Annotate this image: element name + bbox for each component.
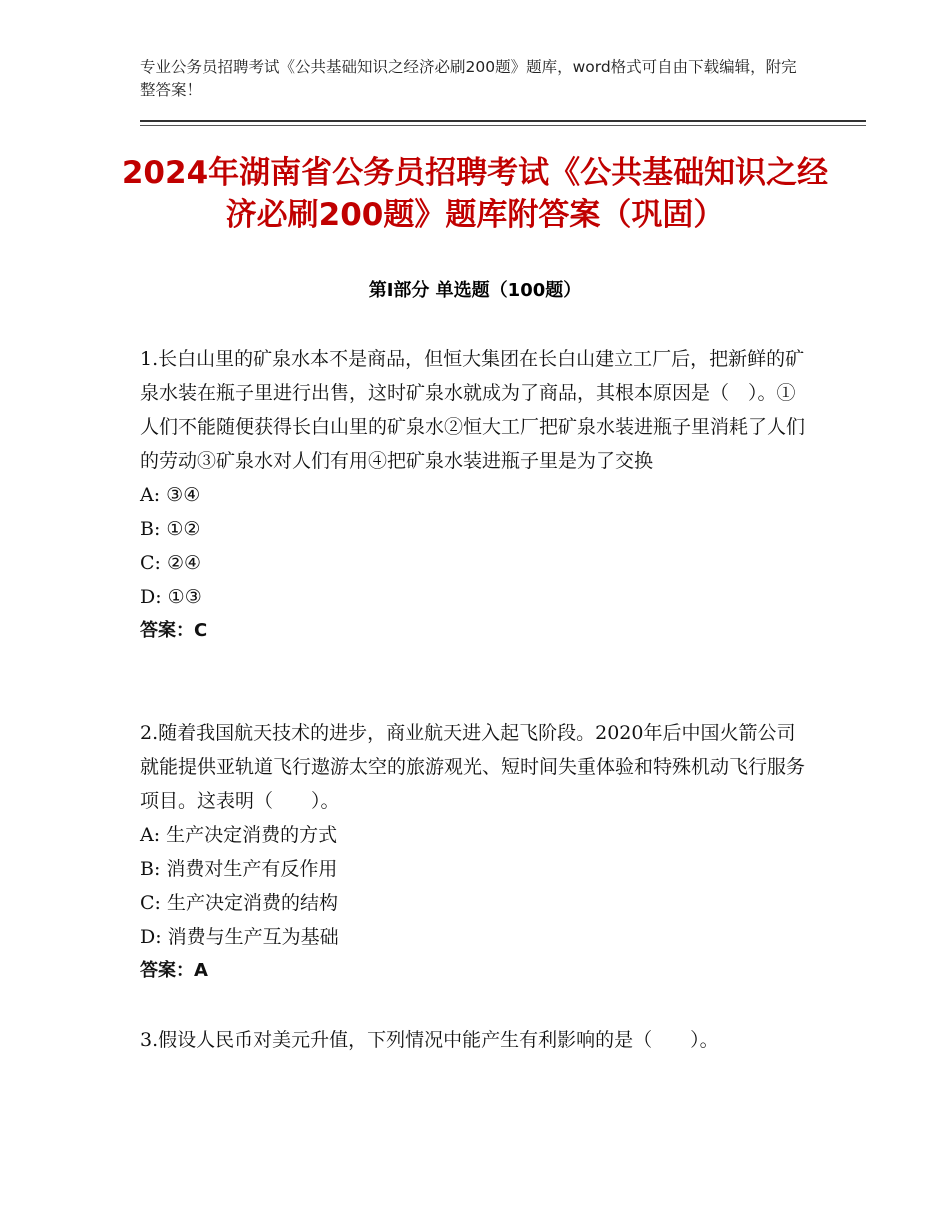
option-a: A: 生产决定消费的方式 [140, 824, 338, 846]
option-c: C: 生产决定消费的结构 [140, 892, 338, 914]
option-c: C: ②④ [140, 552, 202, 574]
question-3 [140, 1023, 810, 1057]
question-stem: 3.假设人民币对美元升值，下列情况中能产生有利影响的是（ ）。 [140, 1029, 719, 1051]
section-heading: 第I部分 单选题（100题） [368, 280, 582, 301]
option-b: B: ①② [140, 518, 201, 540]
option-b: B: 消费对生产有反作用 [140, 858, 338, 880]
question-stem: 1.长白山里的矿泉水本不是商品，但恒大集团在长白山建立工厂后，把新鲜的矿泉水装在瓶子里进行出售，这时矿泉水就成为了商品，其根本原因是（ ）。①人们不能随便获得长白山里的矿泉水②恒大工厂把矿泉水装进瓶子里消耗了人们的劳动③矿泉水对人们有用④把矿泉水装进瓶子里是为了交换 [140, 348, 806, 472]
option-d: D: ①③ [140, 586, 202, 608]
question-1 [140, 342, 810, 648]
header-note: 专业公务员招聘考试《公共基础知识之经济必刷200题》题库，word格式可自由下载编辑，附完整答案！ [140, 58, 797, 99]
option-a: A: ③④ [140, 484, 201, 506]
question-2 [140, 716, 810, 988]
header-rule-thick [140, 120, 866, 122]
answer: 答案：C [140, 620, 208, 641]
answer: 答案：A [140, 960, 208, 981]
question-stem: 2.随着我国航天技术的进步，商业航天进入起飞阶段。2020年后中国火箭公司就能提供亚轨道飞行遨游太空的旅游观光、短时间失重体验和特殊机动飞行服务项目。这表明（ ）。 [140, 722, 806, 812]
option-d: D: 消费与生产互为基础 [140, 926, 339, 948]
document-title: 2024年湖南省公务员招聘考试《公共基础知识之经济必刷200题》题库附答案（巩固） [121, 155, 829, 233]
header-rule-thin [140, 125, 866, 126]
